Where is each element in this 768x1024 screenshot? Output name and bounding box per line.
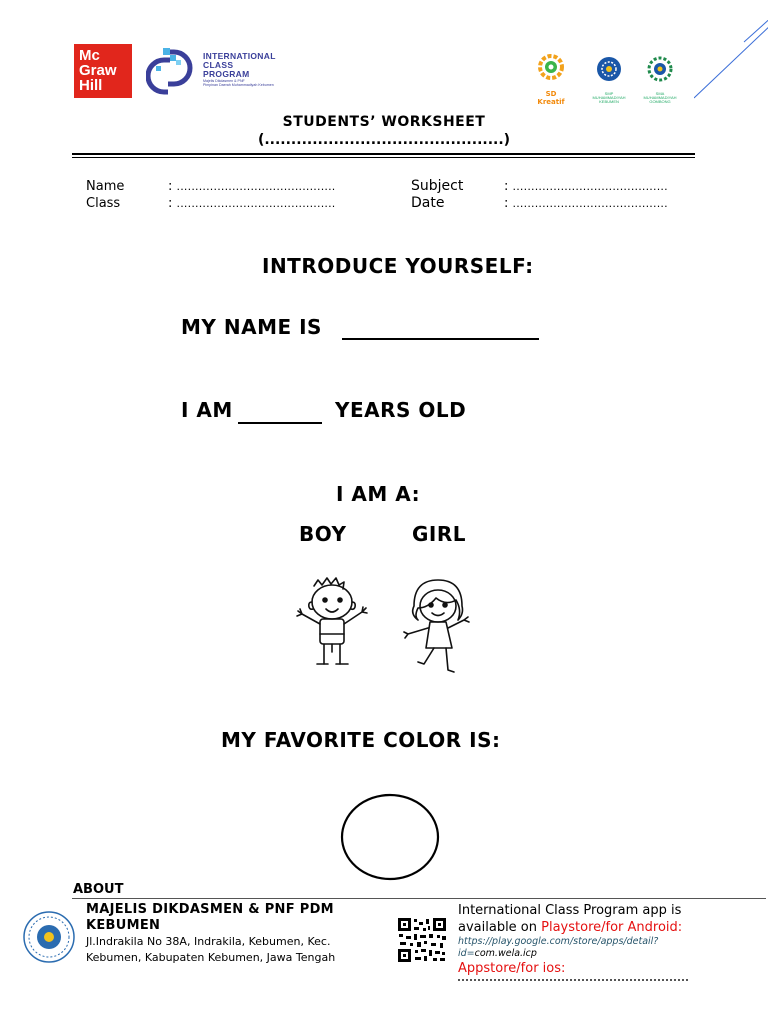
worksheet-subtitle-blank: (.............................................) [257,132,511,148]
date-colon: : [504,196,509,211]
app-line-1: International Class Program app is [458,903,682,918]
age-answer-line[interactable] [238,422,322,424]
date-dots: .......................................... [512,197,668,210]
icp-logo-line: PROGRAM [203,69,250,79]
subject-field[interactable] [504,178,668,195]
qr-code-icon[interactable] [397,917,447,963]
sma-muhammadiyah-logo [641,52,679,104]
class-dots: ........................................... [176,197,336,210]
girl-illustration[interactable] [396,576,482,678]
gender-prompt: I AM A: [336,482,421,506]
sma-logo-caption: SMA MUHAMMADIYAH GOMBONG [643,91,677,104]
muhammadiyah-sun-icon [641,52,679,88]
playstore-link-id-prefix: id= [458,948,475,959]
address-line: Kebumen, Kabupaten Kebumen, Jawa Tengah [86,951,336,964]
boy-illustration[interactable] [288,572,380,676]
sd-kreatif-icon [532,52,570,86]
app-line-2 [458,919,748,936]
muhammadiyah-emblem-icon [590,52,628,88]
title-divider-thin [72,157,695,158]
clipped-appstore-link [458,979,748,983]
playstore-label: Playstore/for Android: [541,920,683,935]
name-colon: : [168,179,173,194]
class-label: Class [86,196,121,211]
color-answer-circle[interactable] [338,792,442,882]
sd-kreatif-logo [532,52,570,106]
organization-address [86,934,335,966]
date-field[interactable] [504,195,668,212]
title-divider-thick [72,153,695,155]
age-prompt-i-am: I AM [181,398,233,422]
footer-divider [72,898,766,899]
appstore-label: Appstore/for ios: [458,961,566,976]
my-name-prompt: MY NAME IS [181,315,322,339]
icp-logo-icon [146,46,194,98]
name-answer-line[interactable] [342,338,539,340]
majelis-dikdasmen-emblem-icon [22,910,76,964]
mcgraw-logo-line: Graw [79,62,117,79]
address-line: Jl.Indrakila No 38A, Indrakila, Kebumen, Kec. [86,935,331,948]
name-dots: ........................................... [176,180,336,193]
clipped-link-remnant [458,979,688,981]
playstore-link-line: https://play.google.com/store/apps/detail? [458,936,659,947]
icp-logo-line: INTERNATIONAL [203,51,276,61]
sd-kreatif-label: SD Kreatif [537,90,565,106]
boy-option[interactable]: BOY [299,522,347,546]
organization-name [86,902,334,934]
corner-decoration [694,20,768,100]
subject-colon: : [504,179,509,194]
subject-label: Subject [411,178,464,194]
mcgraw-logo-line: Mc [79,47,100,64]
about-heading: ABOUT [73,882,124,897]
date-label: Date [411,195,445,211]
mcgraw-hill-logo [74,44,132,98]
organization-name-line: MAJELIS DIKDASMEN & PNF PDM [86,902,334,917]
icp-logo-subline: Majelis Dikdasmen & PNF [203,79,245,83]
name-field[interactable] [168,178,335,195]
playstore-link-line-2 [458,948,658,960]
app-available-on: available on [458,920,542,935]
name-label: Name [86,179,125,194]
favorite-color-prompt: MY FAVORITE COLOR IS: [221,728,501,752]
icp-logo-text [203,52,276,87]
playstore-app-id: com.wela.icp [474,948,537,959]
girl-option[interactable]: GIRL [412,522,467,546]
smp-muhammadiyah-logo [590,52,628,104]
introduce-yourself-heading: INTRODUCE YOURSELF: [262,254,534,278]
mcgraw-logo-line: Hill [79,77,103,94]
class-field[interactable] [168,195,335,212]
icp-logo-subline: Pimpinan Daerah Muhammadiyah Kebumen [203,83,274,87]
playstore-link[interactable] [458,936,658,960]
age-prompt-years-old: YEARS OLD [335,398,467,422]
subject-dots: .......................................... [512,180,668,193]
worksheet-title: STUDENTS’ WORKSHEET [282,114,486,130]
class-colon: : [168,196,173,211]
icp-logo-line: CLASS [203,60,234,70]
app-availability-text [458,902,748,936]
organization-name-line: KEBUMEN [86,918,161,933]
smp-logo-caption: SMP MUHAMMADIYAH KEBUMEN [592,91,626,104]
